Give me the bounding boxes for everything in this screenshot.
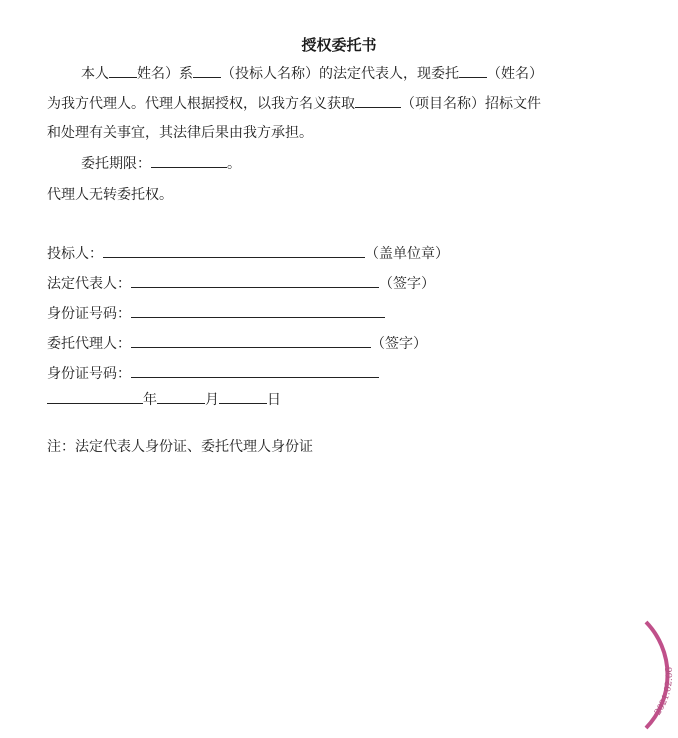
blank-principal-name xyxy=(109,64,137,78)
text-agent-authorization: 为我方代理人。代理人根据授权，以我方名义获取 xyxy=(47,96,355,112)
footnote: 注：法定代表人身份证、委托代理人身份证 xyxy=(47,439,313,455)
blank-legal-rep xyxy=(131,274,379,288)
legal-rep-label: 法定代表人： xyxy=(47,276,131,292)
blank-bidder-name xyxy=(193,64,221,78)
date-line xyxy=(47,390,281,409)
blank-agent xyxy=(131,334,371,348)
bidder-note: （盖单位章） xyxy=(365,246,449,262)
seal-stamp xyxy=(636,620,678,730)
bidder-line xyxy=(47,244,449,263)
date-month: 月 xyxy=(205,392,219,408)
paragraph-line-2 xyxy=(47,94,541,113)
legal-rep-line xyxy=(47,274,435,293)
text-principal: 本人 xyxy=(81,66,109,82)
term-line xyxy=(81,154,241,173)
id-number-label-1: 身份证号码： xyxy=(47,306,131,322)
text-project-hint: （项目名称）招标文件 xyxy=(401,96,541,112)
text-bidder-legal-rep: （投标人名称）的法定代表人，现委托 xyxy=(221,66,459,82)
date-year: 年 xyxy=(143,392,157,408)
blank-project-name xyxy=(355,94,401,108)
agent-label: 委托代理人： xyxy=(47,336,131,352)
paragraph-line-1 xyxy=(81,64,543,83)
blank-bidder xyxy=(103,244,365,258)
id-number-label-2: 身份证号码： xyxy=(47,366,131,382)
blank-month xyxy=(157,390,205,404)
document-title: 授权委托书 xyxy=(301,36,377,54)
id-number-line-1 xyxy=(47,304,385,323)
date-day: 日 xyxy=(267,392,281,408)
blank-year xyxy=(47,390,143,404)
text-agent-name-hint: （姓名） xyxy=(487,66,543,82)
term-end: 。 xyxy=(227,156,241,172)
blank-id-number-2 xyxy=(131,364,379,378)
blank-term xyxy=(151,154,227,168)
agent-line xyxy=(47,334,427,353)
legal-rep-note: （签字） xyxy=(379,276,435,292)
seal-text: 2021.02.06 xyxy=(653,666,676,718)
bidder-label: 投标人： xyxy=(47,246,103,262)
term-label: 委托期限： xyxy=(81,156,151,172)
no-transfer-line: 代理人无转委托权。 xyxy=(47,187,173,203)
id-number-line-2 xyxy=(47,364,379,383)
blank-day xyxy=(219,390,267,404)
paragraph-line-3: 和处理有关事宜，其法律后果由我方承担。 xyxy=(47,125,313,141)
blank-id-number-1 xyxy=(131,304,385,318)
agent-note: （签字） xyxy=(371,336,427,352)
text-name-system: 姓名）系 xyxy=(137,66,193,82)
blank-agent-name xyxy=(459,64,487,78)
